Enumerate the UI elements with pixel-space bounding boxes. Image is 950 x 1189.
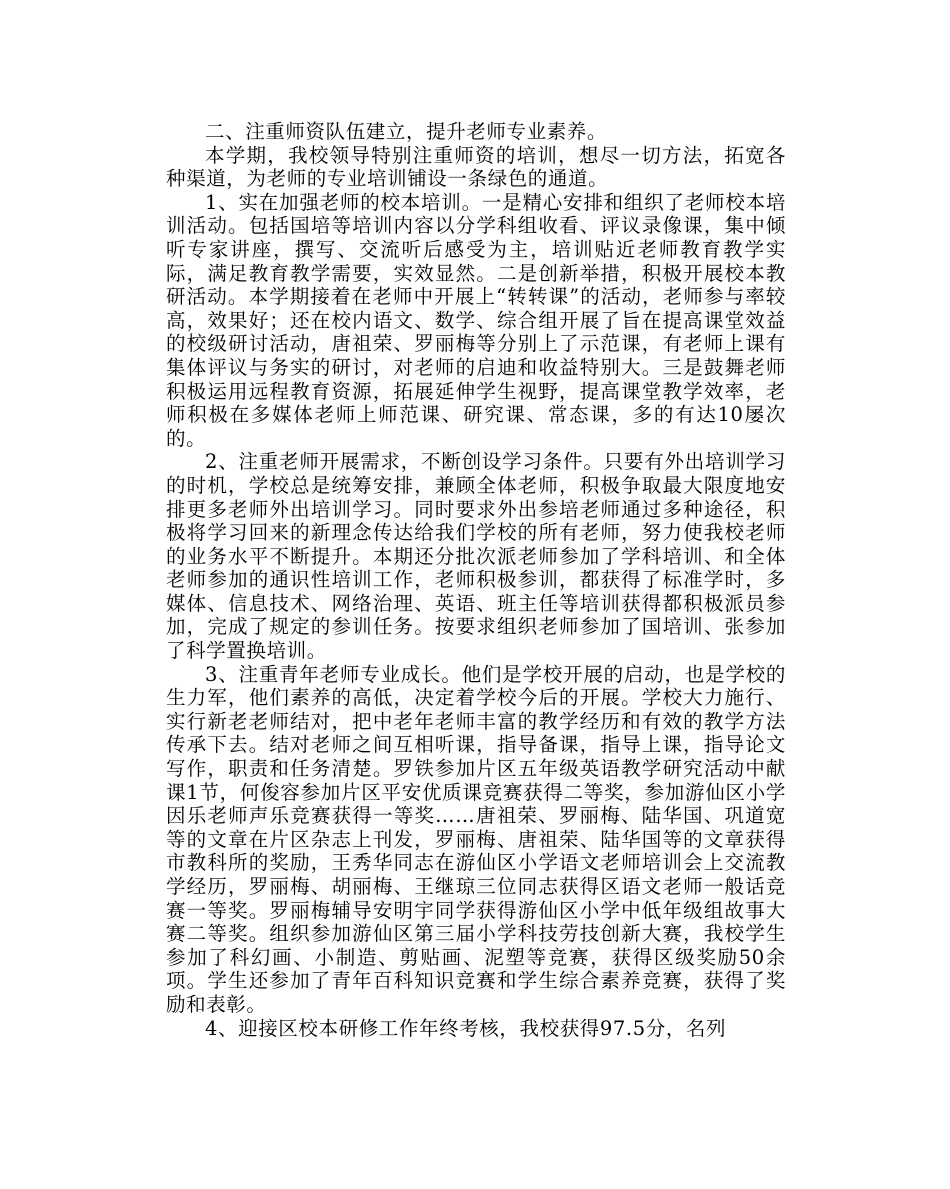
document-body xyxy=(166,120,786,1040)
paragraph-item-4: 4、迎接区校本研修工作年终考核，我校获得97.5分，名列 xyxy=(205,1016,727,1040)
paragraph-intro: 本学期，我校领导特别注重师资的培训，想尽一切方法，拓宽各种渠道，为老师的专业培训铺设一条绿色的通道。 xyxy=(166,143,786,191)
section-heading: 二、注重师资队伍建立，提升老师专业素养。 xyxy=(205,120,608,143)
paragraph-item-3: 3、注重青年老师专业成长。他们是学校开展的启动，也是学校的生力军，他们素养的高低，决定着学校今后的开展。学校大力施行、实行新老老师结对，把中老年老师丰富的教学经历和有效的教学方法传承下去。结对老师之间互相听课，指导备课，指导上课，指导论文写作，职责和任务清楚。罗铁参加片区五年级英语教学研究活动中献课1节，何俊容参加片区平安优质课竞赛获得二等奖，参加游仙区小学因乐老师声乐竞赛获得一等奖……唐祖荣、罗丽梅、陆华国、巩道宽等的文章在片区杂志上刊发，罗丽梅、唐祖荣、陆华国等的文章获得市教科所的奖励，王秀华同志在游仙区小学语文老师培训会上交流教学经历，罗丽梅、胡丽梅、王继琼三位同志获得区语文老师一般话竞赛一等奖。罗丽梅辅导安明宇同学获得游仙区小学中低年级组故事大赛二等奖。组织参加游仙区第三届小学科技劳技创新大赛，我校学生参加了科幻画、小制造、剪贴画、泥塑等竞赛，获得区级奖励50余项。学生还参加了青年百科知识竞赛和学生综合素养竞赛，获得了奖励和表彰。 xyxy=(166,662,786,1016)
paragraph-item-2: 2、注重老师开展需求，不断创设学习条件。只要有外出培训学习的时机，学校总是统筹安排，兼顾全体老师，积极争取最大限度地安排更多老师外出培训学习。同时要求外出参培老师通过多种途径，积极将学习回来的新理念传达给我们学校的所有老师，努力使我校老师的业务水平不断提升。本期还分批次派老师参加了学科培训、和全体老师参加的通识性培训工作，老师积极参训，都获得了标准学时，多媒体、信息技术、网络治理、英语、班主任等培训获得都积极派员参加，完成了规定的参训任务。按要求组织老师参加了国培训、张参加了科学置换培训。 xyxy=(166,450,786,663)
paragraph-item-1: 1、实在加强老师的校本培训。一是精心安排和组织了老师校本培训活动。包括国培等培训内容以分学科组收看、评议录像课，集中倾听专家讲座，撰写、交流听后感受为主，培训贴近老师教育教学实际，满足教育教学需要，实效显然。二是创新举措，积极开展校本教研活动。本学期接着在老师中开展上“转转课”的活动，老师参与率较高，效果好；还在校内语文、数学、综合组开展了旨在提高课堂效益的校级研讨活动，唐祖荣、罗丽梅等分别上了示范课，有老师上课有集体评议与务实的研讨，对老师的启迪和收益特别大。三是鼓舞老师积极运用远程教育资源，拓展延伸学生视野，提高课堂教学效率，老师积极在多媒体老师上师范课、研究课、常态课，多的有达10屡次的。 xyxy=(166,190,786,450)
